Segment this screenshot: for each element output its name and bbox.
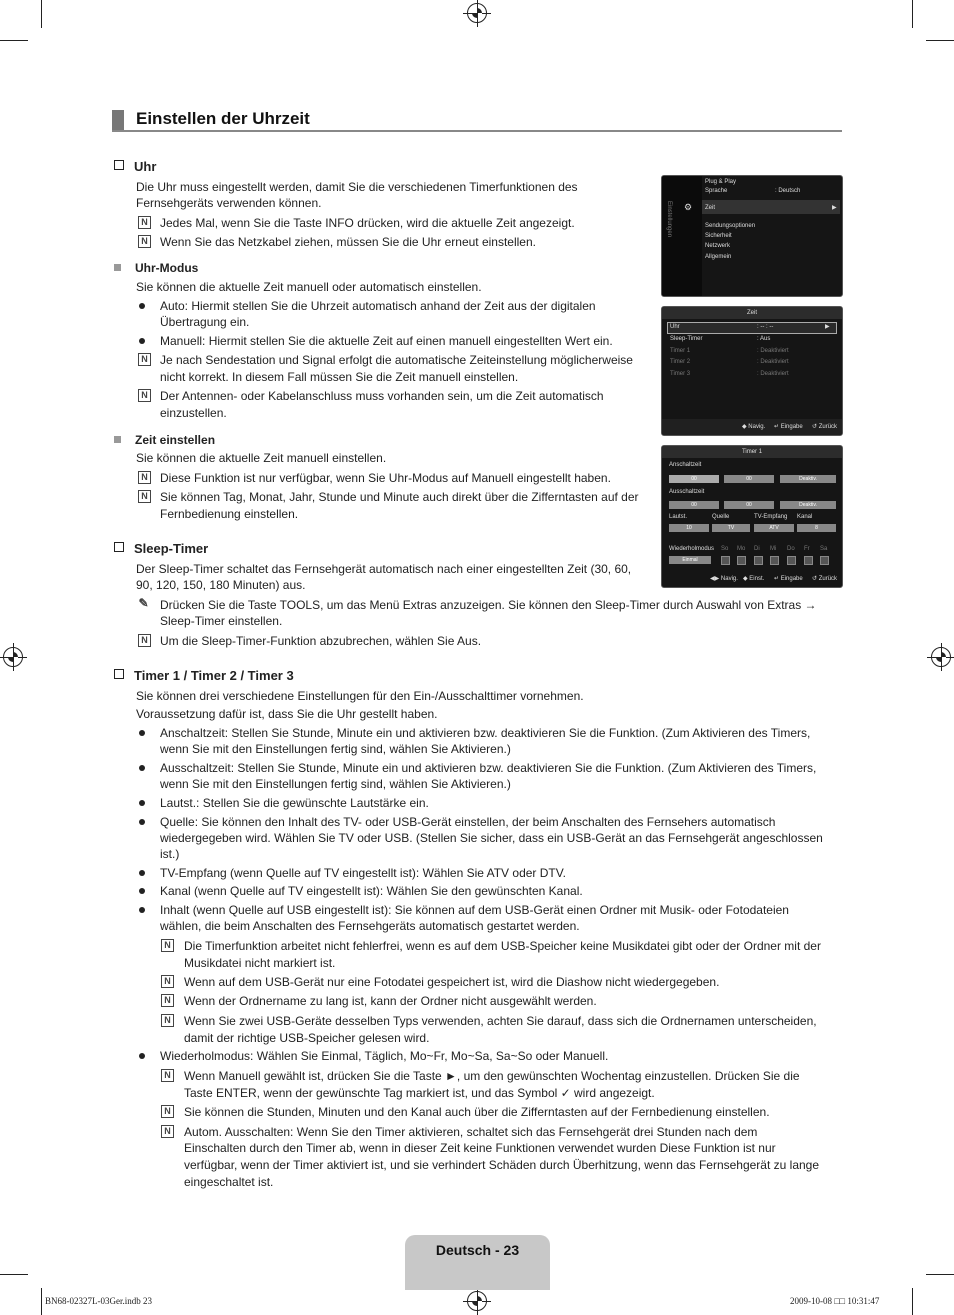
enter-hint: ↵ Eingabe [774,576,803,582]
crop-mark [912,1288,913,1315]
text: Inhalt (wenn Quelle auf USB eingestellt ist): Sie können auf dem USB-Gerät einen Ordner mit Musik- oder Fotodateien [160,903,789,917]
text: Sie können die aktuelle Zeit manuell oder automatisch einstellen. [136,280,482,294]
crop-mark [0,1274,28,1275]
note-text: Autom. Ausschalten: Wenn Sie den Timer aktivieren, schaltet sich das Fernsehgerät drei Stunden nach dem [184,1125,758,1139]
note-icon: N [138,389,151,402]
note-text: Der Antennen- oder Kabelanschluss muss vorhanden sein, um die Zeit automatisch [160,389,604,403]
crop-mark [926,1274,954,1275]
print-date-info: 2009-10-08 □□ 10:31:47 [790,1296,880,1306]
registration-mark-icon [467,3,487,23]
note-text: nicht korrekt. In diesem Fall müssen Sie die Zeit manuell einstellen. [160,370,519,384]
menu-item: Netzwerk [705,243,731,249]
text: Drücken Sie die Taste TOOLS, um das Menü Extras anzuzeigen. Sie können den Sleep-Timer durch Auswahl von Extras → [160,598,817,612]
note-text: Wenn der Ordnername zu lang ist, kann der Ordner nicht ausgewählt werden. [184,994,597,1008]
day-label: Sa [820,546,828,552]
field-label: Wiederholmodus [669,546,715,552]
text: Manuell: Hiermit stellen Sie die aktuelle Zeit auf einen manuell eingestellten Wert ein. [160,334,613,348]
adjust-hint: ◆ Einst. [743,576,765,582]
bullet [139,303,145,309]
note-text: Je nach Sendestation und Signal erfolgt die automatische Zeiteinstellung möglicherweise [160,353,633,367]
menu-item-value: : Deutsch [775,188,801,194]
bullet [139,800,145,806]
note-icon: N [138,235,151,248]
note-text: verfügbar, wenn der Timer aktiviert ist, und sie verhindert Schäden durch Überhitzung, wenn das Fernsehgerät zu lange [184,1158,820,1172]
field-label: Anschaltzeit [669,462,702,468]
day-label: Do [787,546,795,552]
note-text: Um die Sleep-Timer-Funktion abzubrechen, wählen Sie Aus. [160,634,482,648]
tv-menu-screenshot-timer [661,445,843,588]
menu-row-selected [667,322,837,334]
text: Der Sleep-Timer schaltet das Fernsehgerät automatisch nach einer eingestellten Zeit (30, 60, [136,562,632,576]
bullet [139,730,145,736]
screen-title: Timer 1 [741,449,763,455]
menu-side-label: Einstellungen [666,201,672,238]
title-accent [112,110,124,130]
note-text: eingeschaltet ist. [184,1175,274,1189]
text: Ausschaltzeit: Stellen Sie Stunde, Minute ein und aktivieren bzw. deaktivieren Sie die Funktion. (Zum Aktivieren des Timers, [160,761,817,775]
note-text: Musikdatei nicht markiert ist. [184,956,336,970]
field-label: Lautst. [669,514,688,520]
crop-mark [41,1288,42,1315]
day-label: Mo [737,546,746,552]
text: TV-Empfang (wenn Quelle auf TV eingestellt ist): Wählen Sie ATV oder DTV. [160,866,566,880]
text: wiedergegeben wird. Wählen Sie TV oder USB. (Stellen Sie sicher, dass ein USB-Gerät an das Fernsehgerät angeschlossen [160,831,823,845]
day-label: Di [754,546,760,552]
note-text: Einschalten durch den Timer ab, wenn in dieser Zeit keine Funktionen verwendet wurden Diese Funktion ist nur [184,1141,776,1155]
bullet [139,765,145,771]
bullet [139,338,145,344]
crop-mark [0,40,28,41]
text: ist.) [160,847,180,861]
note-text: Sie können Tag, Monat, Jahr, Stunde und Minute auch direkt über die Zifferntasten auf der [160,490,639,504]
menu-row-label: Timer 1 [670,348,691,354]
note-icon: N [161,1125,174,1138]
crop-mark [912,0,913,28]
section-heading-timer: Timer 1 / Timer 2 / Timer 3 [114,668,294,683]
note-icon: N [138,216,151,229]
field-value: 10 [669,524,709,532]
back-hint: ↺ Zurück [812,576,838,582]
bullet [139,888,145,894]
field-value: TV [712,524,750,532]
field-label: Quelle [712,514,730,520]
text: Sie können die aktuelle Zeit manuell einstellen. [136,451,387,465]
bullet [139,870,145,876]
menu-row-value: : Aus [757,336,771,342]
day-checkbox [721,556,730,565]
menu-row-value: : -- : -- [757,324,774,330]
nav-hint: ◀▶ Navig. [710,576,738,582]
field-label: TV-Empfang [754,514,788,520]
text: wenn Sie mit den Einstellungen fertig sind, wählen Sie Aktivieren.) [160,777,511,791]
subsection-heading: Uhr-Modus [114,261,198,275]
menu-row-label: Timer 2 [670,359,691,365]
menu-item: Sendungsoptionen [705,223,756,229]
menu-row-value: : Deaktiviert [757,348,789,354]
arrow-right-icon: ▶ [832,205,837,211]
field-value: ATV [754,524,794,532]
menu-item: Plug & Play [705,179,737,185]
note-text: einzustellen. [160,406,227,420]
field-value: Einmal [669,556,711,564]
section-heading-uhr: Uhr [114,159,156,174]
field-status: Deaktiv. [780,501,836,509]
note-text: damit der richtige USB-Speicher gelesen wird. [184,1031,430,1045]
text: Übertragung ein. [160,315,250,329]
tv-menu-screenshot-einstellungen [661,175,843,297]
text: Die Uhr muss eingestellt werden, damit Sie die verschiedenen Timerfunktionen des [136,180,578,194]
text: wählen, die beim Anschalten des Fernsehgeräts automatisch gestartet werden. [160,919,580,933]
day-label: Mi [770,546,777,552]
tools-icon: ✎ [138,596,149,610]
text: Voraussetzung dafür ist, dass Sie die Uhr gestellt haben. [136,707,438,721]
note-text: Wenn Sie zwei USB-Geräte desselben Typs verwenden, achten Sie darauf, dass sich die Ordnernamen unterscheiden, [184,1014,817,1028]
menu-row-value: : Deaktiviert [757,359,789,365]
text: Sie können drei verschiedene Einstellungen für den Ein-/Ausschalttimer vornehmen. [136,689,584,703]
day-label: Fr [804,546,810,552]
note-icon: N [161,939,174,952]
page-title: Einstellen der Uhrzeit [136,109,310,128]
note-text: Taste ENTER, wenn der gewünschte Tag markiert ist, und das Symbol ✓ wird angezeigt. [184,1086,655,1100]
day-checkbox [787,556,796,565]
registration-mark-icon [3,647,23,667]
title-rule [112,130,842,132]
note-text: Sie können die Stunden, Minuten und den Kanal auch über die Zifferntasten auf der Fernbedienung einstellen. [184,1105,770,1119]
text: wenn Sie mit den Einstellungen fertig sind, wählen Sie Aktivieren.) [160,742,511,756]
note-icon: N [138,353,151,366]
note-icon: N [161,975,174,988]
menu-item: Zeit [705,205,716,211]
field-label: Ausschaltzeit [669,489,705,495]
day-label: So [721,546,729,552]
field-minute: 00 [724,501,774,509]
menu-item-selected [702,200,840,214]
menu-row-label: Sleep-Timer [670,336,703,342]
text: Quelle: Sie können den Inhalt des TV- oder USB-Gerät einstellen, der beim Anschalten des Fernsehers automatisch [160,815,776,829]
back-hint: ↺ Zurück [812,424,838,430]
note-text: Jedes Mal, wenn Sie die Taste INFO drücken, wird die aktuelle Zeit angezeigt. [160,216,575,230]
note-text: Wenn auf dem USB-Gerät nur eine Fotodatei gespeichert ist, wird die Diashow nicht wiedergegeben. [184,975,720,989]
day-checkbox [804,556,813,565]
text: Auto: Hiermit stellen Sie die Uhrzeit automatisch anhand der Zeit aus der digitalen [160,299,596,313]
day-checkbox [737,556,746,565]
bullet [139,907,145,913]
arrow-right-icon: ▶ [825,324,830,330]
bullet [139,1053,145,1059]
note-text: Diese Funktion ist nur verfügbar, wenn Sie Uhr-Modus auf Manuell eingestellt haben. [160,471,611,485]
note-icon: N [161,994,174,1007]
nav-hint: ◆ Navig. [742,424,766,430]
field-minute: 00 [724,475,774,483]
field-hour: 00 [669,475,719,483]
field-label: Kanal [797,514,813,520]
bullet [139,819,145,825]
note-icon: N [138,490,151,503]
note-icon: N [161,1069,174,1082]
text: Wiederholmodus: Wählen Sie Einmal, Täglich, Mo~Fr, Mo~Sa, Sa~So oder Manuell. [160,1049,609,1063]
registration-mark-icon [467,1291,487,1311]
menu-row-label: Uhr [670,324,680,330]
section-heading-sleep-timer: Sleep-Timer [114,541,208,556]
crop-mark [926,40,954,41]
enter-hint: ↵ Eingabe [774,424,803,430]
text: Fernsehgeräts verwenden können. [136,196,322,210]
field-value: 8 [797,524,836,532]
page-number: Deutsch - 23 [435,1242,520,1258]
day-checkbox [770,556,779,565]
note-text: Fernbedienung einstellen. [160,507,299,521]
note-icon: N [161,1014,174,1027]
tv-menu-screenshot-zeit [661,306,843,436]
text: Kanal (wenn Quelle auf TV eingestellt ist): Wählen Sie den gewünschten Kanal. [160,884,583,898]
registration-mark-icon [931,647,951,667]
note-icon: N [138,471,151,484]
subsection-heading: Zeit einstellen [114,433,215,447]
menu-row-value: : Deaktiviert [757,371,789,377]
note-icon: N [161,1105,174,1118]
field-hour: 00 [669,501,719,509]
text: Lautst.: Stellen Sie die gewünschte Lautstärke ein. [160,796,429,810]
menu-item: Sprache [705,188,728,194]
gear-icon: ⚙ [684,202,693,212]
note-icon: N [138,634,151,647]
text: Sleep-Timer einstellen. [160,614,283,628]
text: 90, 120, 150, 180 Minuten) aus. [136,578,306,592]
note-text: Wenn Sie das Netzkabel ziehen, müssen Sie die Uhr erneut einstellen. [160,235,536,249]
menu-row-label: Timer 3 [670,371,691,377]
screen-title: Zeit [746,310,757,316]
text: Anschaltzeit: Stellen Sie Stunde, Minute ein und aktivieren bzw. deaktivieren Sie die Funktion. (Zum Aktivieren des Timers, [160,726,811,740]
print-file-info: BN68-02327L-03Ger.indb 23 [45,1296,152,1306]
note-text: Wenn Manuell gewählt ist, drücken Sie die Taste ►, um den gewünschten Wochentag einzustellen. Drücken Sie die [184,1069,800,1083]
note-text: Die Timerfunktion arbeitet nicht fehlerfrei, wenn es auf dem USB-Speicher keine Musikdatei gibt oder der Ordner mit der [184,939,821,953]
field-status: Deaktiv. [780,475,836,483]
crop-mark [41,0,42,28]
day-checkbox [754,556,763,565]
day-checkbox [820,556,829,565]
menu-item: Allgemein [705,254,732,260]
menu-item: Sicherheit [705,233,732,239]
